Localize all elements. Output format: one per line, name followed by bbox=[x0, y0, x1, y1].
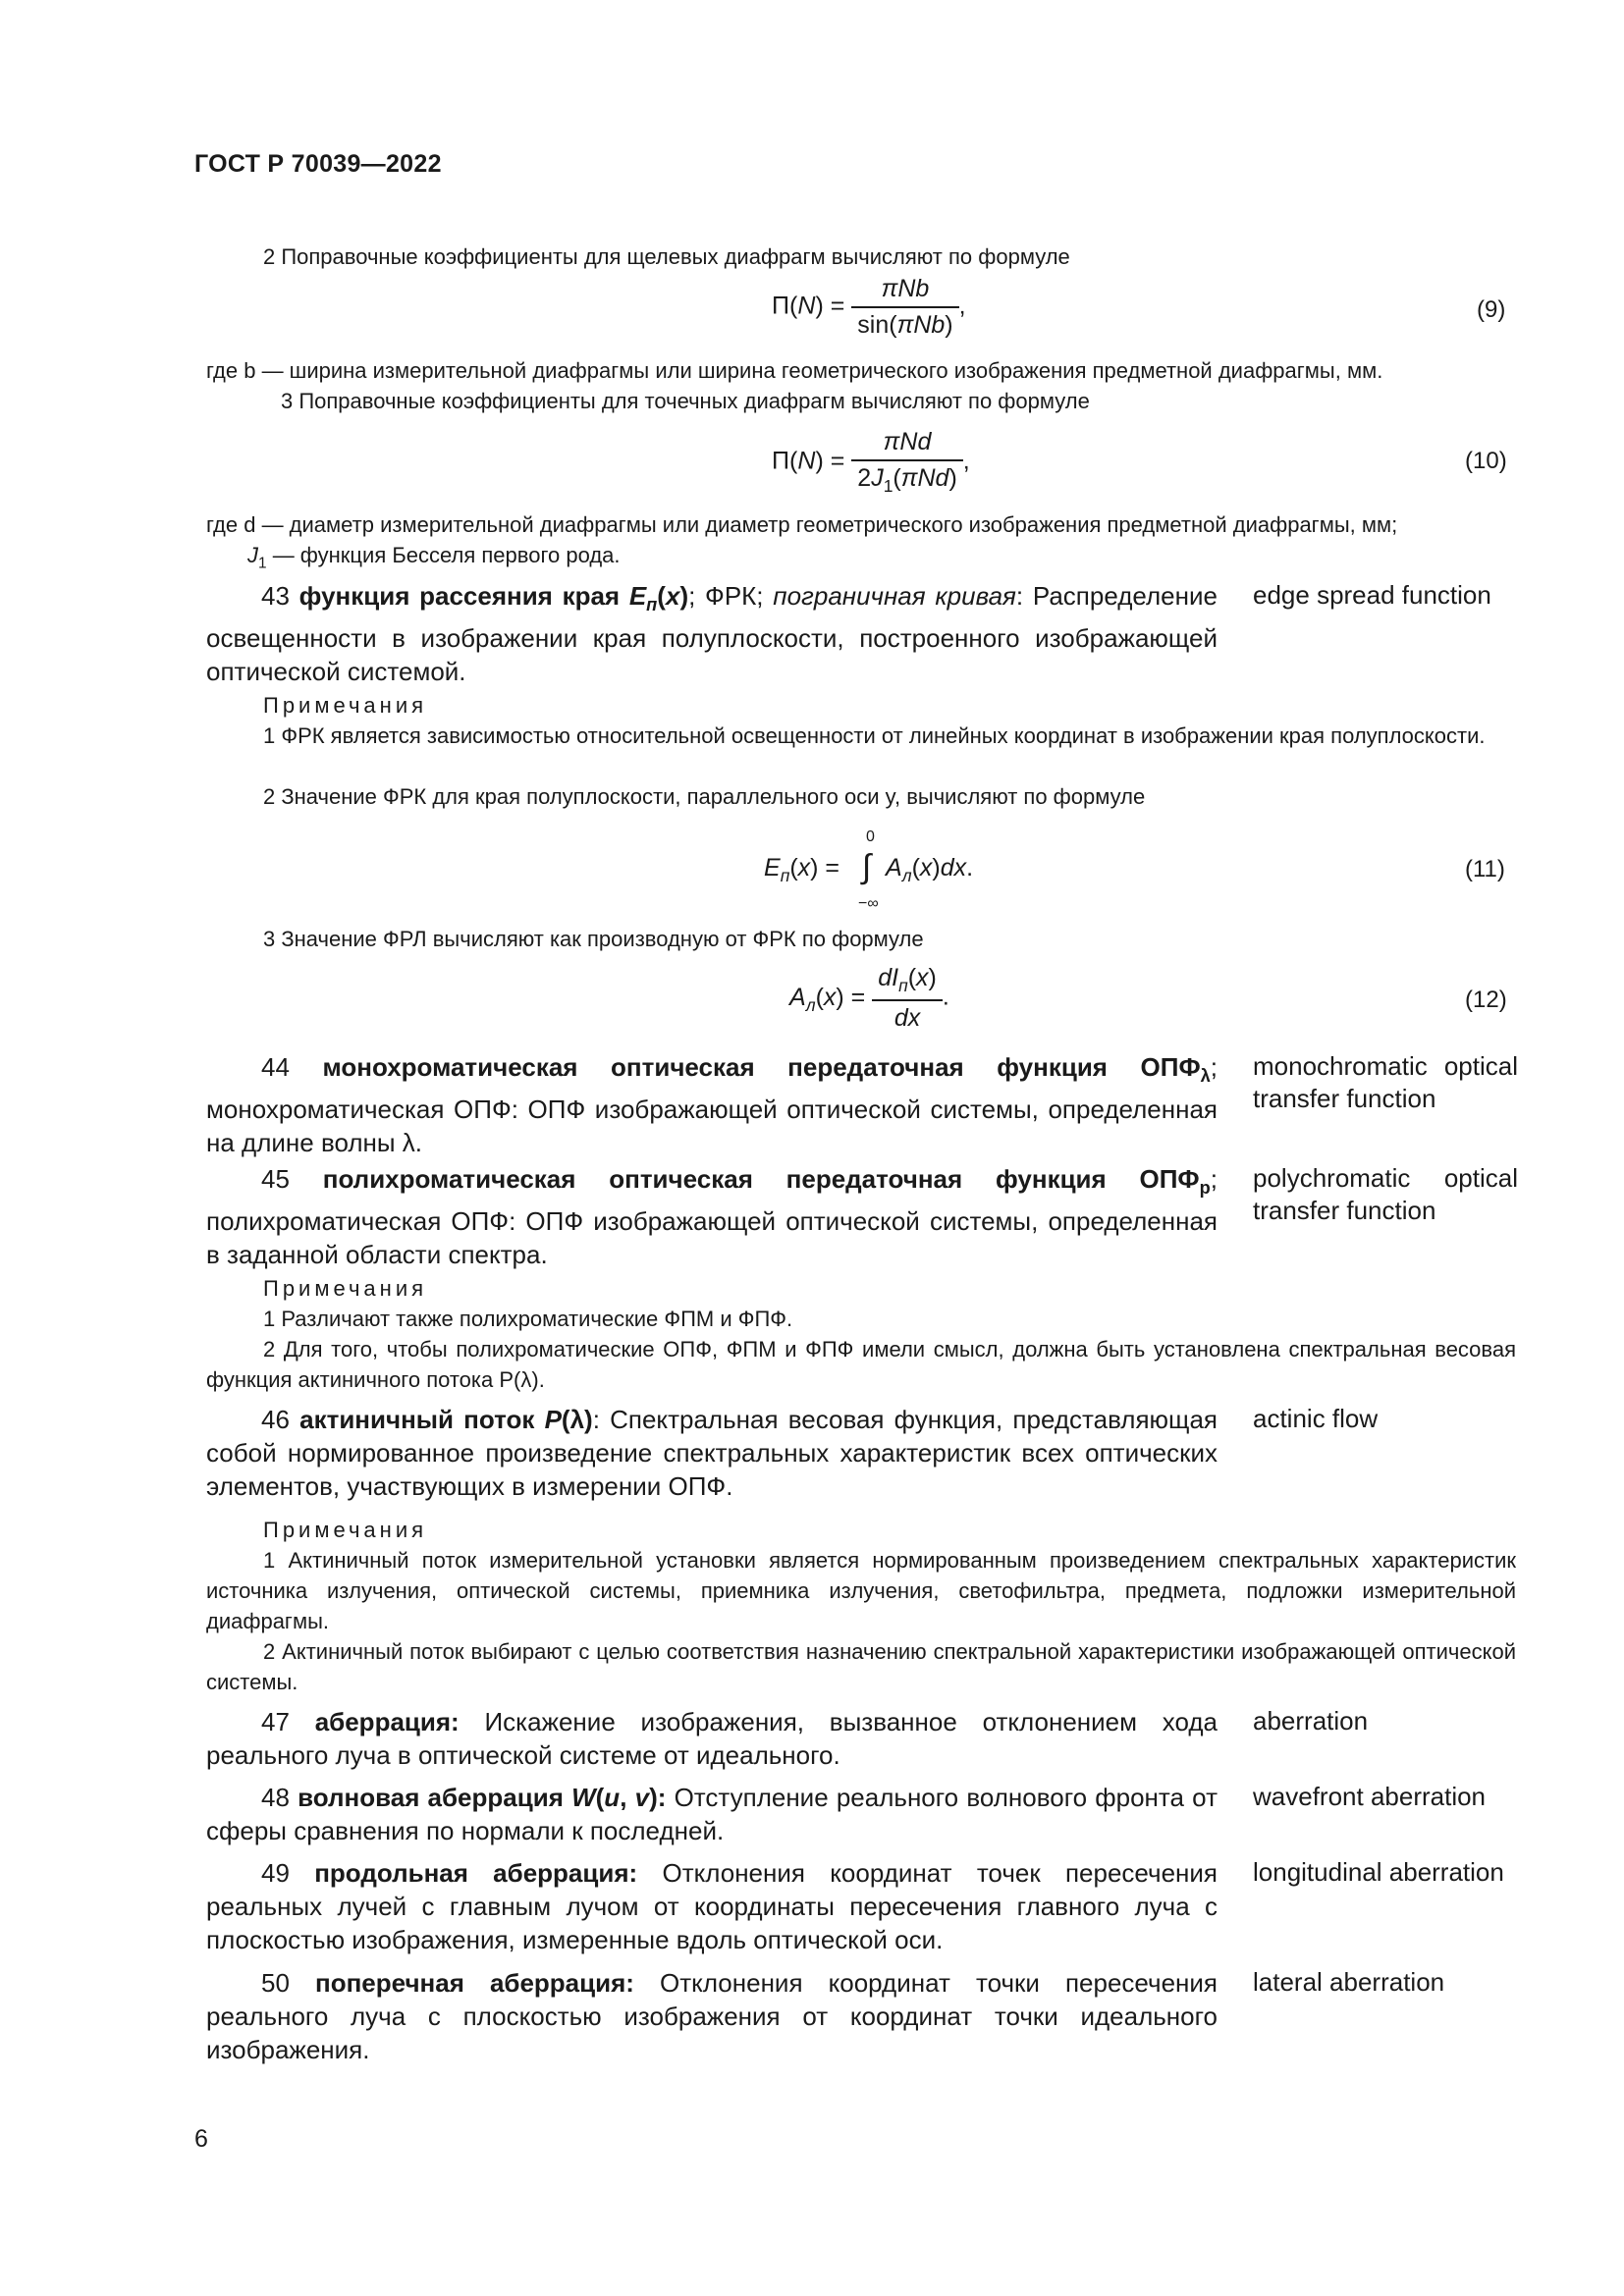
equation-number-11: (11) bbox=[1465, 856, 1505, 882]
page-number: 6 bbox=[194, 2125, 208, 2153]
term-48-english: wavefront aberration bbox=[1253, 1782, 1487, 1811]
equation-number-9: (9) bbox=[1477, 296, 1506, 323]
term-43-note-1: 1 ФРК является зависимостью относительной освещенности от линейных координат в изображении края полуплоскости. bbox=[263, 723, 1486, 748]
term-43-note-3: 3 Значение ФРЛ вычисляют как производную от ФРК по формуле bbox=[263, 927, 924, 951]
note-3-point: 3 Поправочные коэффициенты для точечных диафрагм вычисляют по формуле bbox=[281, 389, 1090, 413]
term-45-notes-heading: Примечания bbox=[263, 1276, 428, 1301]
note-2-slit: 2 Поправочные коэффициенты для щелевых диафрагм вычисляют по формуле bbox=[263, 244, 1070, 269]
term-45-note-1: 1 Различают также полихроматические ФПМ и ФПФ. bbox=[263, 1307, 793, 1331]
term-46-notes-heading: Примечания bbox=[263, 1518, 428, 1542]
term-46-note-1: 1 Актиничный поток измерительной установки является нормированным произведением спектральных характеристик источника излучения, оптической системы, приемника излучения, светофильтра, предмета, подложки измерительной диафрагмы. bbox=[206, 1548, 1516, 1633]
term-49-english: longitudinal aberration bbox=[1253, 1857, 1504, 1887]
formula-9: Π(N) = $\frac{\text{πNb}}{\text{sin(πNb)}}$ , bbox=[772, 275, 966, 339]
term-44-english: monochromatic optical transfer function bbox=[1253, 1051, 1518, 1113]
term-49-text: 49 продольная аберрация: Отклонения координат точек пересечения реальных лучей с главным лучом от координаты пересечения главного луча с плоскостью изображения, измеренные вдоль оптической оси. bbox=[206, 1858, 1218, 1954]
term-45-note-2: 2 Для того, чтобы полихроматические ОПФ, ФПМ и ФПФ имели смысл, должна быть установлена спектральная весовая функция актиничного потока P(λ). bbox=[206, 1337, 1516, 1392]
term-43-notes-heading: Примечания bbox=[263, 693, 428, 718]
term-48-text: 48 волновая аберрация W(u, v): Отступление реального волнового фронта от сферы сравнения по нормали к последней. bbox=[206, 1783, 1218, 1845]
document-header: ГОСТ Р 70039—2022 bbox=[194, 150, 442, 178]
term-46-note-2: 2 Актиничный поток выбирают с целью соответствия назначению спектральной характеристики изображающей оптической системы. bbox=[206, 1639, 1516, 1694]
term-43-note-2: 2 Значение ФРК для края полуплоскости, параллельного оси y, вычисляют по формуле bbox=[263, 784, 1146, 809]
equation-number-12: (12) bbox=[1465, 987, 1507, 1013]
d-definition: где d — диаметр измерительной диафрагмы или диаметр геометрического изображения предметной диафрагмы, мм; bbox=[206, 512, 1398, 537]
term-45-text: 45 полихроматическая оптическая передаточная функция $ОПФ_p$; полихроматическая ОПФ: ОПФ изображающей оптической системы, определенная в заданной области спектра. bbox=[206, 1164, 1218, 1270]
term-44-text: 44 монохроматическая оптическая передаточная функция $ОПФ_\lambda$; монохроматическая ОПФ: ОПФ изображающей оптической системы, определенная на длине волны λ. bbox=[206, 1052, 1218, 1158]
term-47-text: 47 аберрация: Искажение изображения, вызванное отклонением хода реального луча в оптической системе от идеального. bbox=[206, 1707, 1218, 1770]
term-43-english: edge spread function bbox=[1253, 580, 1491, 610]
term-43-text: 43 функция рассеяния края $E_п(x)$; ФРК; пограничная кривая: Распределение освещенности в изображении края полуплоскости, построенного изображающей оптической системой. bbox=[206, 581, 1218, 687]
term-45-english: polychromatic optical transfer function bbox=[1253, 1163, 1518, 1225]
formula-11: $E_п(x)$ = 0 ∫ −∞ $A_л(x)dx$. bbox=[764, 828, 974, 912]
formula-12: $A_л(x)$ = $\frac{dI_п(x)}{dx}$ . bbox=[789, 964, 949, 1032]
term-50-text: 50 поперечная аберрация: Отклонения координат точки пересечения реального луча с плоскостью изображения от координат точки идеального изображения. bbox=[206, 1968, 1218, 2064]
equation-number-10: (10) bbox=[1465, 448, 1507, 474]
term-47-english: aberration bbox=[1253, 1706, 1369, 1735]
term-50-english: lateral aberration bbox=[1253, 1967, 1445, 1997]
term-46-english: actinic flow bbox=[1253, 1404, 1379, 1433]
b-definition: где b — ширина измерительной диафрагмы или ширина геометрического изображения предметной диафрагмы, мм. bbox=[206, 358, 1383, 383]
formula-10: Π(N) = $\frac{\text{πNd}}{2J_1(\pi Nd)}$ , bbox=[772, 428, 970, 496]
j1-definition: $J_1$ — функция Бесселя первого рода. bbox=[247, 543, 621, 572]
term-46-text: 46 актиничный поток P(λ): Спектральная весовая функция, представляющая собой нормированное произведение спектральных характеристик всех оптических элементов, участвующих в измерении ОПФ. bbox=[206, 1405, 1218, 1501]
